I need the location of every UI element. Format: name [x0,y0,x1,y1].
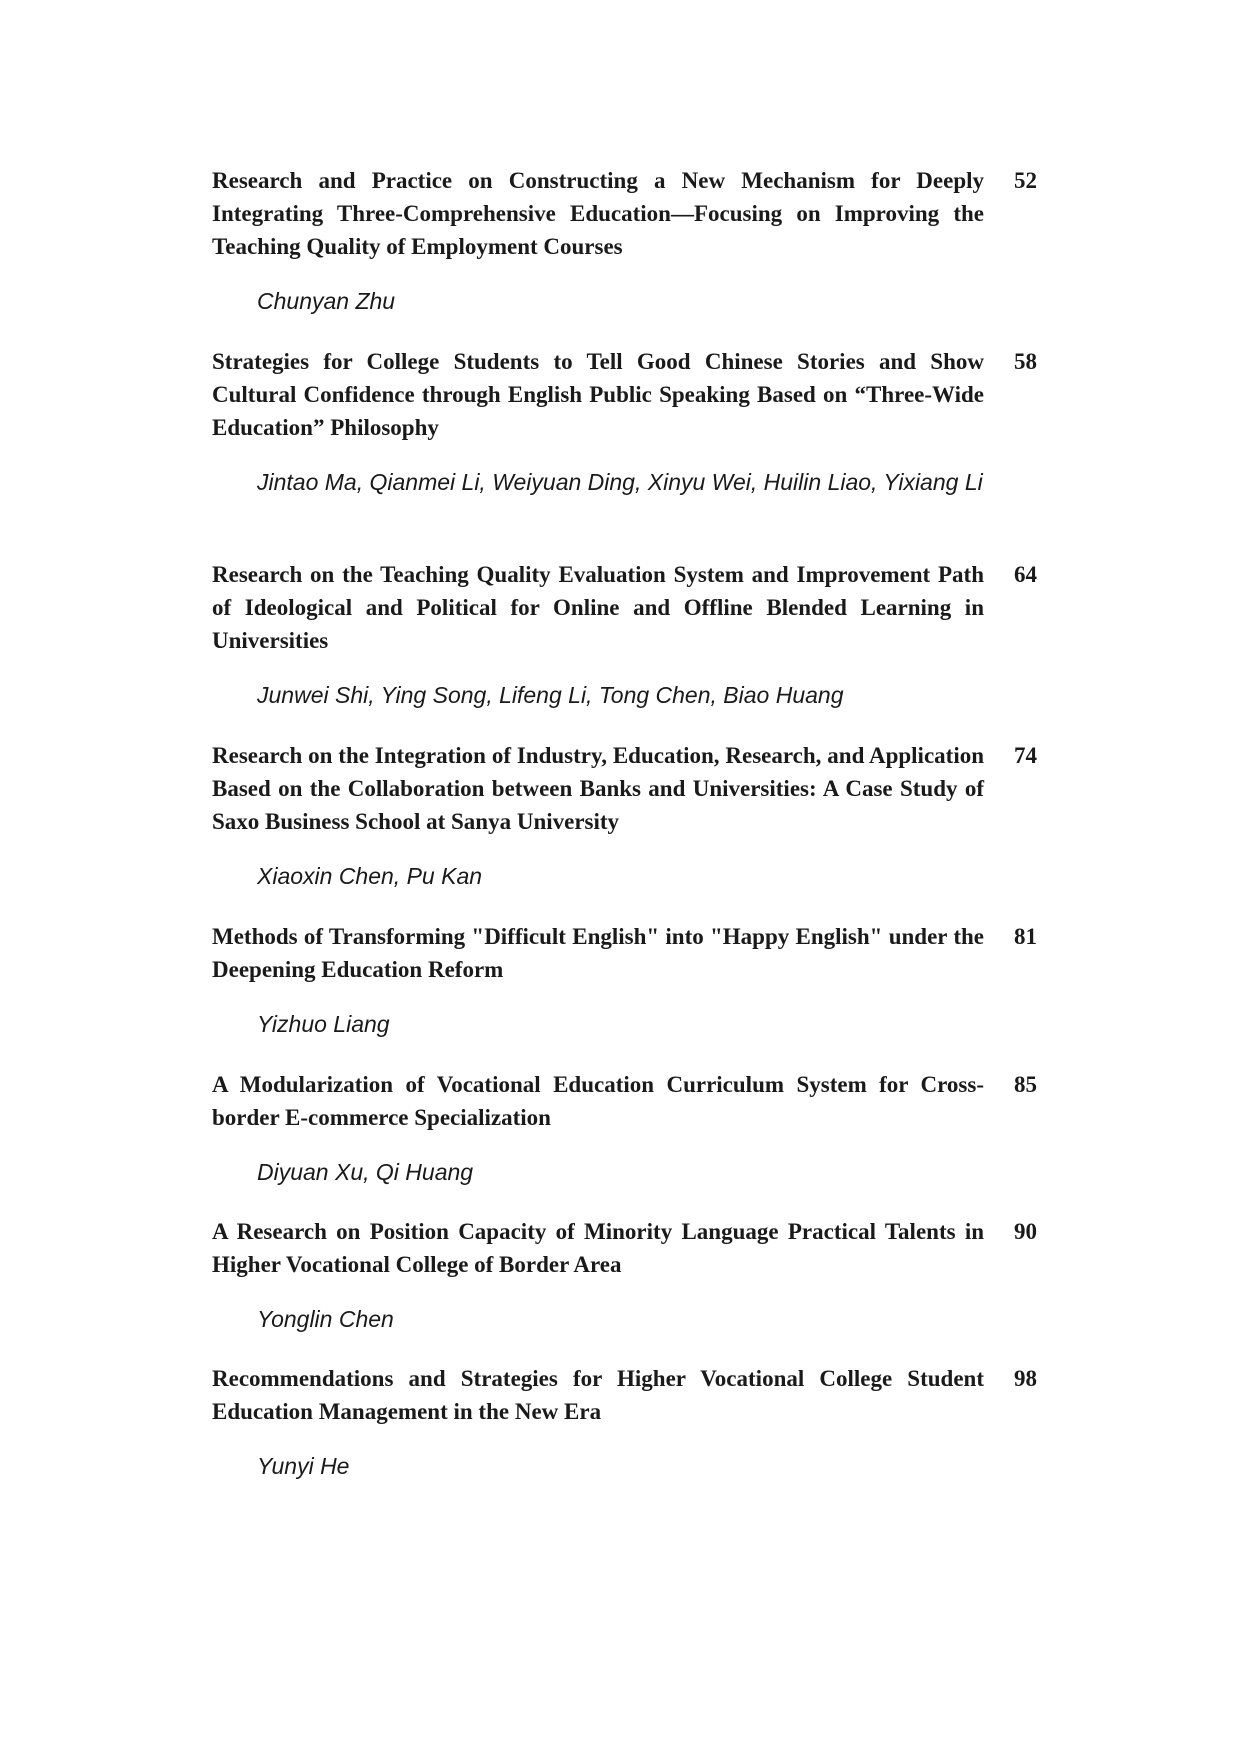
entry-title[interactable]: Research on the Integration of Industry, Education, Research, and Application Based on the Collaboration between Banks and Universities: A Case Study of Saxo Business School at Sanya University [212,743,984,834]
entry-page-number[interactable]: 85 [1014,1072,1037,1097]
entry-page-number[interactable]: 58 [1014,349,1037,374]
entry-page-number[interactable]: 81 [1014,924,1037,949]
entry-page-number[interactable]: 90 [1014,1219,1037,1244]
entry-authors: Yizhuo Liang [257,1011,390,1037]
entry-page-number[interactable]: 52 [1014,168,1037,193]
entry-page-number[interactable]: 74 [1014,743,1037,768]
entry-page-number[interactable]: 98 [1014,1366,1037,1391]
entry-title[interactable]: Research and Practice on Constructing a New Mechanism for Deeply Integrating Three-Comprehensive Education—Focusing on Improving the Teaching Quality of Employment Courses [212,168,984,259]
entry-page-number[interactable]: 64 [1014,562,1037,587]
entry-authors: Chunyan Zhu [257,288,396,314]
entry-authors: Yonglin Chen [257,1306,394,1332]
entry-title[interactable]: Research on the Teaching Quality Evaluation System and Improvement Path of Ideological and Political for Online and Offline Blended Learning in Universities [212,562,984,653]
entry-authors: Jintao Ma, Qianmei Li, Weiyuan Ding, Xinyu Wei, Huilin Liao, Yixiang Li [257,469,983,495]
entry-authors: Junwei Shi, Ying Song, Lifeng Li, Tong Chen, Biao Huang [257,682,844,708]
entry-title[interactable]: A Research on Position Capacity of Minority Language Practical Talents in Higher Vocational College of Border Area [212,1219,984,1277]
entry-title[interactable]: Methods of Transforming "Difficult English" into "Happy English" under the Deepening Education Reform [212,924,984,982]
entry-title[interactable]: Strategies for College Students to Tell Good Chinese Stories and Show Cultural Confidence through English Public Speaking Based on “Three-Wide Education” Philosophy [212,349,984,440]
entry-authors: Yunyi He [257,1453,350,1479]
entry-title[interactable]: A Modularization of Vocational Education Curriculum System for Cross-border E-commerce Specialization [212,1072,984,1130]
entry-title[interactable]: Recommendations and Strategies for Higher Vocational College Student Education Management in the New Era [212,1366,984,1424]
entry-authors: Diyuan Xu, Qi Huang [257,1159,474,1185]
entry-authors: Xiaoxin Chen, Pu Kan [257,863,483,889]
